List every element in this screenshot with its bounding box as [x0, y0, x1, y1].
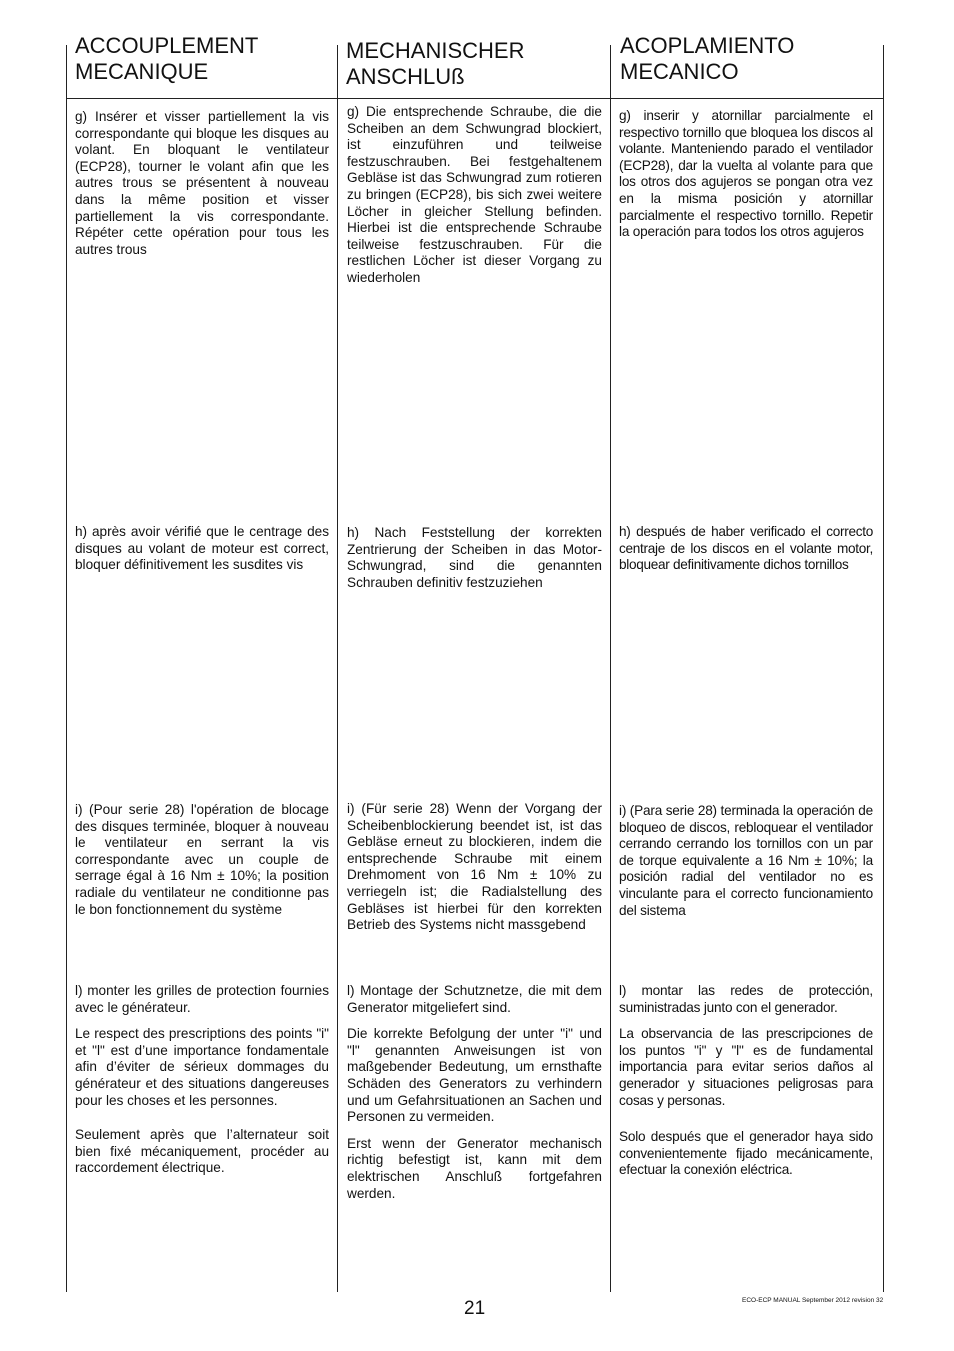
- fr-i-text: i) (Pour serie 28) l'opération de blocage des disques terminée, bloquer à nouveau le ventilateur en serrant la vis correspondante avec un couple de serrage égal à 16 Nm ± 10%; la position radiale du ventilateur ne conditionne pas le bon fonctionnement du système: [75, 802, 329, 917]
- es-l-text-3: Solo después que el generador haya sido convenientemente fijado mecánicamente, efectuar la conexión eléctrica.: [619, 1129, 873, 1178]
- fr-section-g: [75, 109, 329, 268]
- de-section-i: [347, 801, 602, 944]
- column-title-french: ACCOUPLEMENT MECANIQUE: [75, 33, 259, 84]
- es-section-g: [619, 108, 873, 251]
- column-divider-right: [883, 45, 884, 1292]
- fr-section-i: [75, 802, 329, 928]
- fr-g-text: g) Insérer et visser partiellement la vis correspondante qui bloque les disques au volant. En bloquant le ventilateur (ECP28), tourner le volant afin que les autres trous se présentent à nouveau dans la même position et visser partiellement la vis correspondante. Répéter cette opération pour tous les autres trous: [75, 109, 329, 257]
- es-h-text: h) después de haber verificado el correcto centraje de los discos en el volante motor, bloquear definitivamente dichos tornillos: [619, 524, 873, 573]
- es-i-text: i) (Para serie 28) terminada la operación de bloqueo de discos, rebloquear el ventilador cerrando cerrando los tornillos con un par de torque equivalente a 16 Nm ± 10%; la posición radial del ventilador no es vinculante para el correcto funcionamiento del sistema: [619, 803, 873, 918]
- de-section-g: [347, 104, 602, 297]
- de-h-text: h) Nach Feststellung der korrekten Zentrierung der Scheiben in das Motor-Schwungrad, sind die genannten Schrauben definitiv festzuziehen: [347, 525, 602, 590]
- page-number: 21: [464, 1298, 486, 1319]
- fr-section-h: [75, 524, 329, 584]
- fr-l-text-2: Le respect des prescriptions des points "i" et "l" est d’une importance fondamentale afin d’éviter de sérieux dommages du générateur et des situations dangereuses pour les choses et les personnes.: [75, 1026, 329, 1108]
- de-l-text-1: l) Montage der Schutznetze, die mit dem Generator mitgeliefert sind.: [347, 983, 602, 1015]
- column-divider-2: [610, 45, 611, 1292]
- column-divider-1: [337, 45, 338, 1292]
- column-title-german: MECHANISCHER ANSCHLUß: [346, 38, 525, 89]
- de-section-h: [347, 525, 602, 601]
- header-separator: [66, 98, 884, 99]
- de-l-text-3: Erst wenn der Generator mechanisch richtig befestigt ist, kann mit dem elektrischen Anschluß fortgefahren werden.: [347, 1135, 602, 1201]
- es-section-i: [619, 803, 873, 929]
- de-i-text: i) (Für serie 28) Wenn der Vorgang der Scheibenblockierung beendet ist, ist das Gebläse erneut zu blockieren, indem die entsprechende Schraube mit einem Drehmoment von 16 Nm ± 10% zu verriegeln ist; die Radialstellung des Gebläses ist hierbei für den korrekten Betrieb des Systems nicht massgebend: [347, 801, 602, 933]
- es-l-text-1: l) montar las redes de protección, suministradas junto con el generador.: [619, 983, 873, 1015]
- de-section-l: [347, 983, 602, 1212]
- column-title-spanish: ACOPLAMIENTO MECANICO: [620, 33, 795, 84]
- fr-l-text-3: Seulement après que l’alternateur soit bien fixé mécaniquement, procéder au raccordement électrique.: [75, 1127, 329, 1176]
- fr-section-l: [75, 983, 329, 1187]
- es-l-text-2: La observancia de las prescripciones de los puntos "i" y "l" es de fundamental importancia para evitar serios daños al generador y situaciones peligrosas para cosas y personas.: [619, 1026, 873, 1108]
- de-g-text: g) Die entsprechende Schraube, die die Scheiben an dem Schwungrad blockiert, ist einzuführen und teilweise festzuschrauben. Bei festgehaltenem Gebläse ist das Schwungrad zum rotieren zu bringen (ECP28), bis sich zwei weitere Löcher in gleicher Stellung befinden. Hierbei ist die entsprechende Schraube teilweise festzuschrauben. Für die restlichen Löcher ist dieser Vorgang zu wiederholen: [347, 104, 602, 285]
- es-g-text: g) inserir y atornillar parcialmente el respectivo tornillo que bloquea los discos al volante. Manteniendo parado el ventilador (ECP28), dar la vuelta al volante para que los otros dos agujeros se pongan otra vez en la misma posición y atornillar parcialmente el respectivo tornillo. Repetir la operación para todos los otros agujeros: [619, 108, 873, 240]
- es-section-l: [619, 983, 873, 1189]
- column-divider-left: [66, 45, 67, 1292]
- fr-h-text: h) après avoir vérifié que le centrage des disques au volant de moteur est correct, bloquer définitivement les susdites vis: [75, 524, 329, 573]
- de-l-text-2: Die korrekte Befolgung der unter "i" und "l" genannten Anweisungen ist von maßgebender Bedeutung, um ernsthafte Schäden des Generators zu verhindern und um Gefahrsituationen an Sachen und Personen zu vermeiden.: [347, 1026, 602, 1125]
- manual-reference: ECO-ECP MANUAL September 2012 revision 32: [742, 1297, 884, 1304]
- fr-l-text-1: l) monter les grilles de protection fournies avec le générateur.: [75, 983, 329, 1015]
- es-section-h: [619, 524, 873, 584]
